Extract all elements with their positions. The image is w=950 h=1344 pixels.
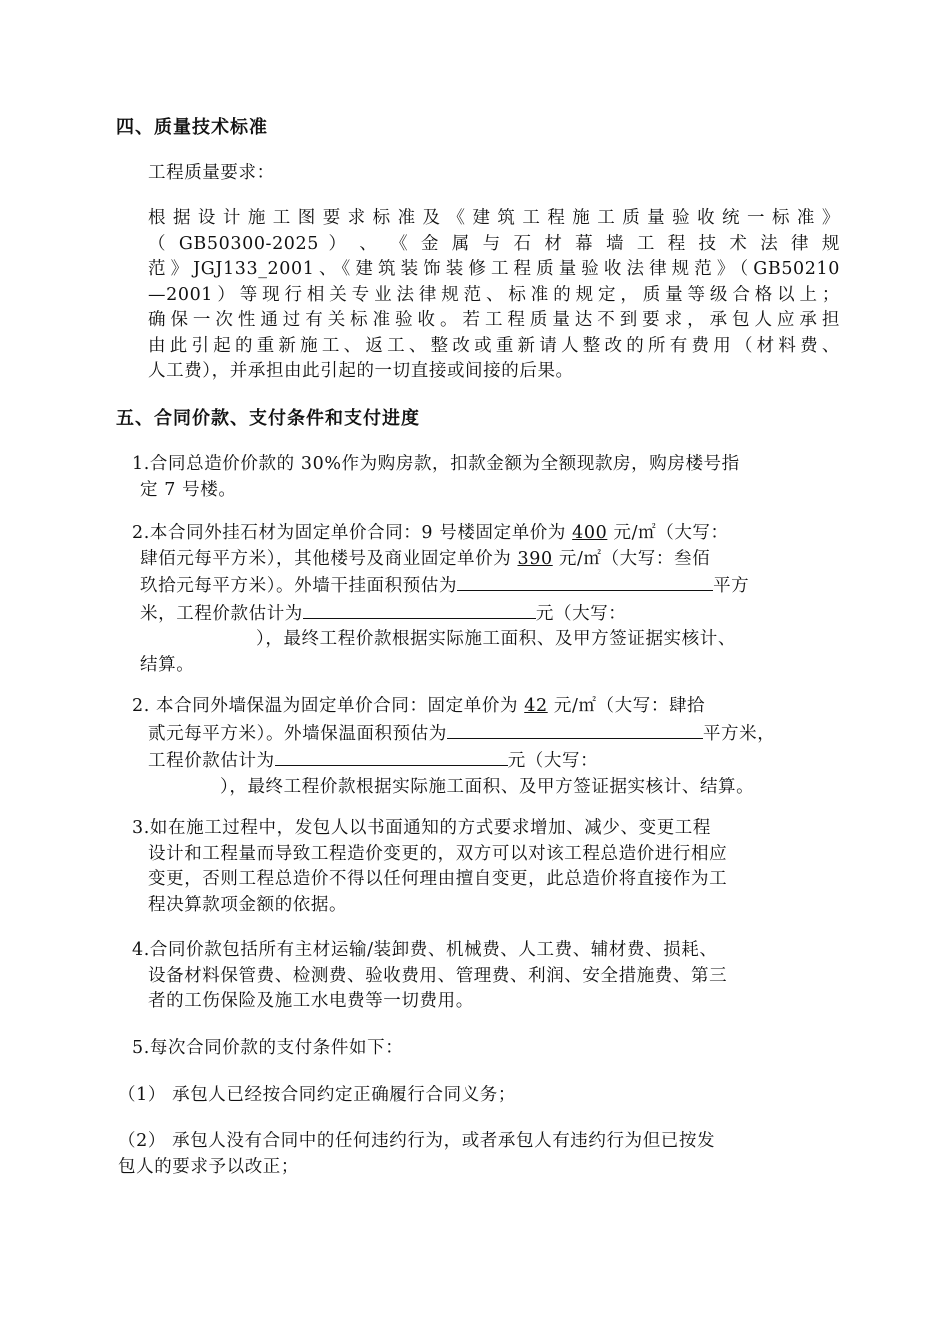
clause-line: 结算。 xyxy=(140,654,195,675)
clause-2 xyxy=(132,521,842,678)
clause-line: ），最终工程价款根据实际施工面积、及甲方签证据实核计、 xyxy=(256,629,736,649)
unit-price-9: 400 xyxy=(572,523,608,543)
clause-text: 米，工程价款估计为 xyxy=(140,603,303,624)
clause-line: 设计和工程量而导致工程造价变更的，双方可以对该工程总造价进行相应 xyxy=(148,843,728,864)
condition-1 xyxy=(118,1083,516,1109)
clause-text: 元/㎡（大写：肆拾 xyxy=(547,696,706,716)
quality-requirement-label xyxy=(148,161,275,187)
unit-price-other: 390 xyxy=(517,548,553,569)
section-4-heading: 四、质量技术标准 xyxy=(116,117,268,138)
clause-line: 变更，否则工程总造价不得以任何理由擅自变更，此总造价将直接作为工 xyxy=(148,869,728,889)
clause-text: 2.本合同外挂石材为固定单价合同：9 号楼固定单价为 xyxy=(132,523,573,543)
paragraph-line: 根据设计施工图要求标准及《建筑工程施工质量验收统一标准》 xyxy=(148,208,840,228)
clause-5 xyxy=(132,1036,403,1062)
clause-line: 1.合同总造价价款的 30%作为购房款，扣款金额为全额现款房，购房楼号指 xyxy=(132,454,740,474)
clause-line: 4.合同价款包括所有主材运输/装卸费、机械费、人工费、辅材费、损耗、 xyxy=(132,940,718,960)
paragraph-line: 范》JGJ133_2001、《建筑装饰装修工程质量验收法律规范》（GB50210 xyxy=(148,259,840,279)
condition-line: （2） 承包人没有合同中的任何违约行为，或者承包人有违约行为但已按发 xyxy=(118,1131,716,1151)
paragraph-line: （ GB50300-2025 ） 、 《 金 属 与 石 材 幕 墙 工 程 技 术 法 律 规 xyxy=(148,233,840,254)
condition-line: （1） 承包人已经按合同约定正确履行合同义务； xyxy=(118,1085,516,1105)
clause-line: 者的工伤保险及施工水电费等一切费用。 xyxy=(148,991,474,1011)
clause-text: 2. 本合同外墙保温为固定单价合同：固定单价为 xyxy=(132,696,525,716)
insulation-amount-blank[interactable] xyxy=(275,747,508,766)
clause-line: ），最终工程价款根据实际施工面积、及甲方签证据实核计、结算。 xyxy=(220,776,755,797)
clause-text: 平方米， xyxy=(702,723,776,744)
clause-1 xyxy=(132,452,842,503)
paragraph-line: 由此引起的重新施工、返工、整改或重新请人整改的所有费用（材料费、 xyxy=(148,335,840,356)
amount-blank[interactable] xyxy=(303,600,536,619)
clause-line: 定 7 号楼。 xyxy=(140,479,237,500)
clause-line: 5.每次合同价款的支付条件如下： xyxy=(132,1038,404,1058)
insulation-area-blank[interactable] xyxy=(447,720,703,739)
clause-line: 设备材料保管费、检测费、验收费用、管理费、利润、安全措施费、第三 xyxy=(148,965,728,986)
clause-text: 元/㎡（大写： xyxy=(607,523,729,543)
quality-requirement-text: 工程质量要求： xyxy=(148,163,275,183)
clause-text: 元（大写： xyxy=(535,603,627,624)
area-blank[interactable] xyxy=(457,572,713,591)
clause-text: 肆佰元每平方米），其他楼号及商业固定单价为 xyxy=(140,548,518,569)
section-5-heading: 五、合同价款、支付条件和支付进度 xyxy=(116,408,420,429)
paragraph-line: 人工费），并承担由此引起的一切直接或间接的后果。 xyxy=(148,361,574,381)
clause-text: 元（大写： xyxy=(507,751,599,771)
paragraph-line: —2001）等现行相关专业法律规范、标准的规定，质量等级合格以上； xyxy=(148,284,840,305)
clause-text: 工程价款估计为 xyxy=(148,751,275,771)
clause-text: 贰元每平方米）。外墙保温面积预估为 xyxy=(148,723,447,744)
clause-line: 程决算款项金额的依据。 xyxy=(148,894,348,915)
clause-2b xyxy=(132,694,852,800)
insulation-unit-price: 42 xyxy=(524,696,548,716)
condition-2 xyxy=(118,1129,838,1180)
paragraph-line: 确保一次性通过有关标准验收。若工程质量达不到要求，承包人应承担 xyxy=(148,310,840,330)
clause-3 xyxy=(132,816,842,918)
condition-line: 包人的要求予以改正； xyxy=(118,1156,299,1177)
clause-text: 元/㎡（大写：叁佰 xyxy=(552,548,711,569)
clause-text: 平方 xyxy=(713,576,750,596)
clause-4 xyxy=(132,938,842,1015)
clause-text: 玖拾元每平方米）。外墙干挂面积预估为 xyxy=(140,576,458,596)
quality-standard-paragraph xyxy=(148,206,840,385)
clause-line: 3.如在施工过程中，发包人以书面通知的方式要求增加、减少、变更工程 xyxy=(132,818,711,838)
